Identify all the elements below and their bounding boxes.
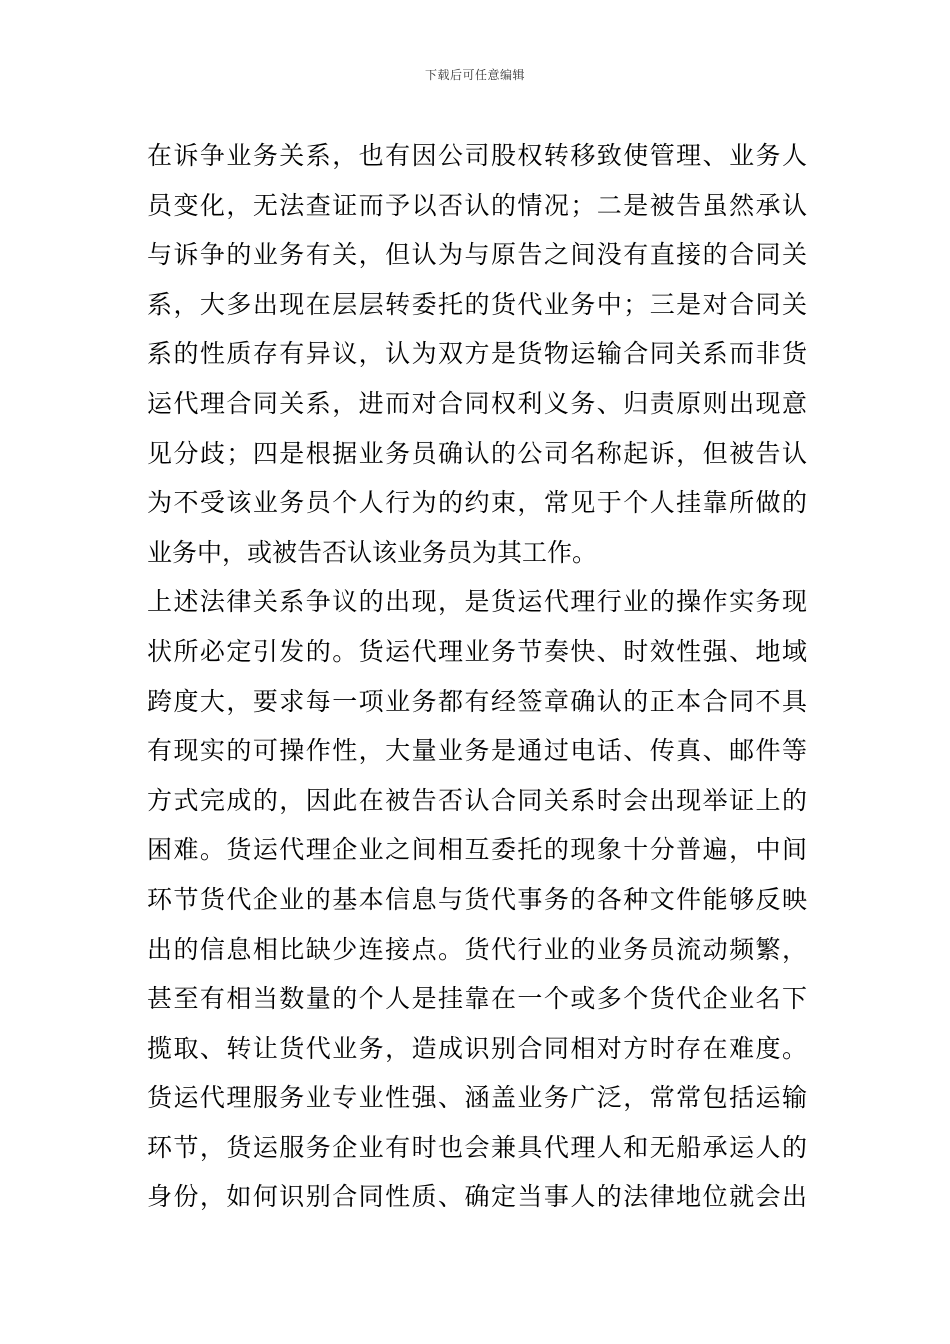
text-line: 员变化，无法查证而予以否认的情况；二是被告虽然承认 — [147, 190, 807, 220]
text-line: 在诉争业务关系，也有因公司股权转移致使管理、业务人 — [147, 141, 807, 170]
text-line: 揽取、转让货代业务，造成识别合同相对方时存在难度。 — [147, 1033, 807, 1063]
text-line: 出的信息相比缺少连接点。货代行业的业务员流动频繁， — [147, 934, 807, 964]
text-line: 见分歧；四是根据业务员确认的公司名称起诉，但被告认 — [147, 438, 807, 468]
text-line: 身份，如何识别合同性质、确定当事人的法律地位就会出 — [147, 1182, 807, 1212]
text-line: 有现实的可操作性，大量业务是通过电话、传真、邮件等 — [147, 736, 807, 766]
text-line: 运代理合同关系，进而对合同权利义务、归责原则出现意 — [147, 388, 807, 418]
text-line: 货运代理服务业专业性强、涵盖业务广泛，常常包括运输 — [147, 1083, 807, 1113]
text-line: 环节货代企业的基本信息与货代事务的各种文件能够反映 — [147, 884, 807, 914]
text-line: 系，大多出现在层层转委托的货代业务中；三是对合同关 — [147, 289, 807, 319]
page-header: 下载后可任意编辑 — [424, 68, 525, 82]
text-line: 环节，货运服务企业有时也会兼具代理人和无船承运人的 — [147, 1132, 807, 1162]
text-line: 方式完成的，因此在被告否认合同关系时会出现举证上的 — [147, 785, 807, 815]
text-line: 业务中，或被告否认该业务员为其工作。 — [147, 537, 598, 567]
text-line: 困难。货运代理企业之间相互委托的现象十分普遍，中间 — [147, 835, 807, 865]
text-line: 上述法律关系争议的出现，是货运代理行业的操作实务现 — [147, 587, 807, 617]
text-line: 甚至有相当数量的个人是挂靠在一个或多个货代企业名下 — [147, 984, 807, 1014]
text-line: 状所必定引发的。货运代理业务节奏快、时效性强、地域 — [147, 636, 807, 666]
text-line: 为不受该业务员个人行为的约束，常见于个人挂靠所做的 — [147, 488, 807, 518]
text-line: 系的性质存有异议，认为双方是货物运输合同关系而非货 — [147, 339, 807, 369]
text-line: 跨度大，要求每一项业务都有经签章确认的正本合同不具 — [147, 686, 807, 716]
body-text — [147, 131, 807, 1222]
text-line: 与诉争的业务有关，但认为与原告之间没有直接的合同关 — [147, 240, 807, 270]
